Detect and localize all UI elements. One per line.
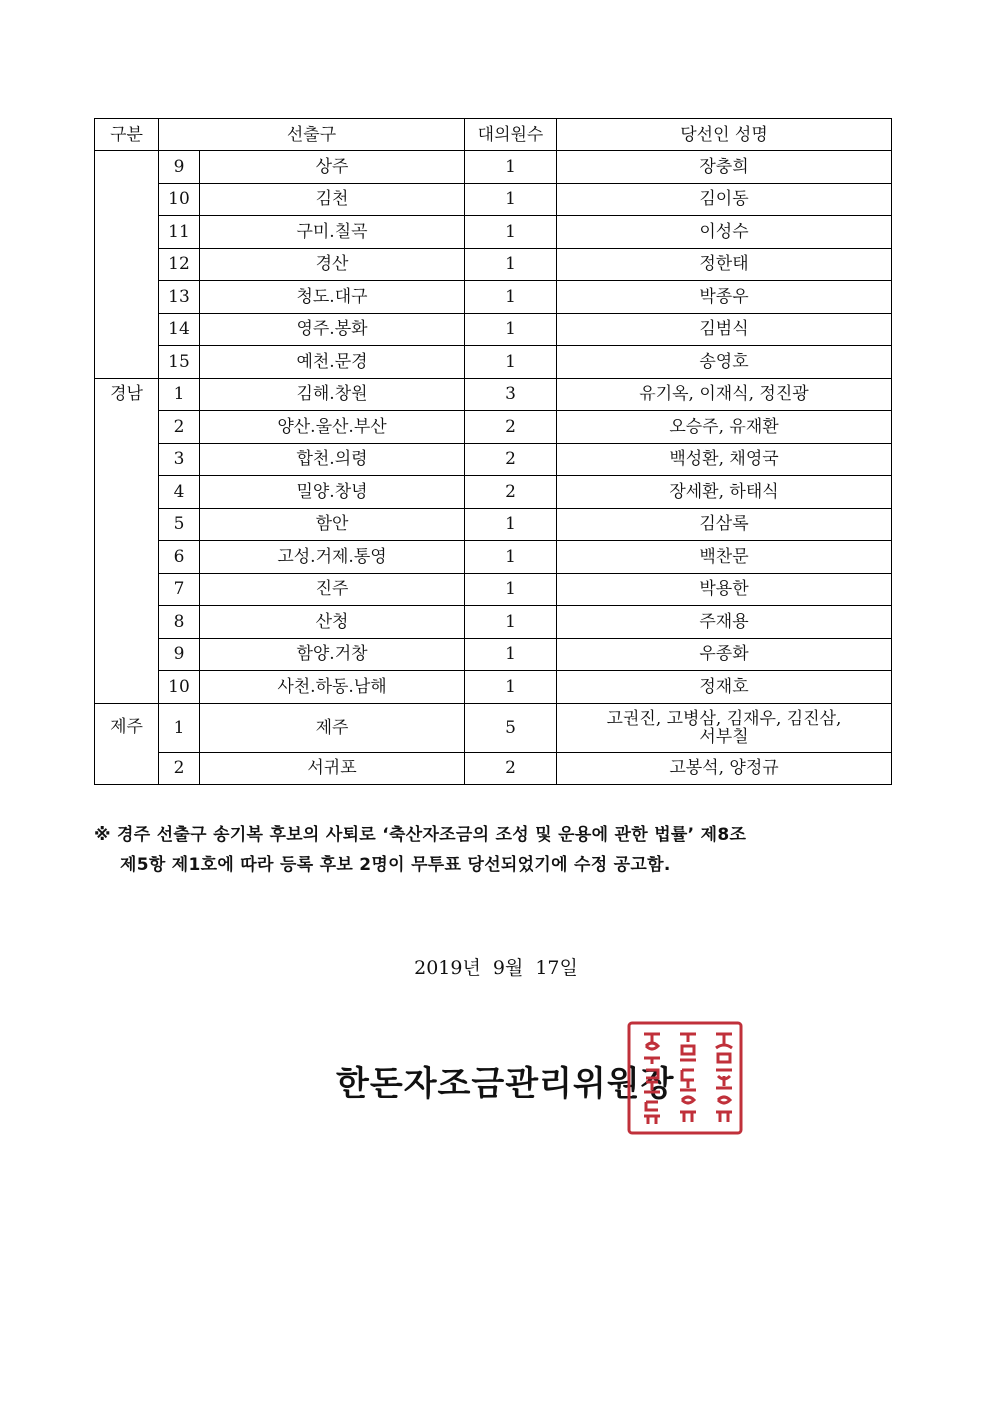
table-row bbox=[95, 638, 892, 671]
row-number: 10 bbox=[159, 183, 200, 216]
district-cell: 경산 bbox=[200, 248, 465, 281]
table-row bbox=[95, 248, 892, 281]
district-cell: 영주.봉화 bbox=[200, 313, 465, 346]
signatory-title: 한돈자조금관리위원장 bbox=[336, 1064, 675, 1104]
delegates-cell: 1 bbox=[465, 541, 557, 574]
elected-cell: 유기옥, 이재식, 정진광 bbox=[557, 378, 892, 411]
delegates-cell: 1 bbox=[465, 606, 557, 639]
region-cell-jeju: 제주 bbox=[95, 703, 159, 785]
elected-cell: 백찬문 bbox=[557, 541, 892, 574]
district-cell: 제주 bbox=[200, 703, 465, 752]
district-cell: 김천 bbox=[200, 183, 465, 216]
district-cell: 서귀포 bbox=[200, 752, 465, 785]
district-cell: 밀양.창녕 bbox=[200, 476, 465, 509]
row-number: 2 bbox=[159, 411, 200, 444]
district-cell: 산청 bbox=[200, 606, 465, 639]
table-row bbox=[95, 378, 892, 411]
row-number: 6 bbox=[159, 541, 200, 574]
row-number: 3 bbox=[159, 443, 200, 476]
row-number: 8 bbox=[159, 606, 200, 639]
elected-cell: 장세환, 하태식 bbox=[557, 476, 892, 509]
election-results-table bbox=[94, 118, 892, 785]
table-row bbox=[95, 216, 892, 249]
header-region: 구분 bbox=[95, 119, 159, 151]
elected-cell: 정재호 bbox=[557, 671, 892, 704]
note-line-2: 제5항 제1호에 따라 등록 후보 2명이 무투표 당선되었기에 수정 공고함. bbox=[120, 855, 671, 875]
delegates-cell: 1 bbox=[465, 346, 557, 379]
row-number: 7 bbox=[159, 573, 200, 606]
elected-cell: 우종화 bbox=[557, 638, 892, 671]
row-number: 13 bbox=[159, 281, 200, 314]
table-row bbox=[95, 606, 892, 639]
table-row bbox=[95, 346, 892, 379]
district-cell: 함양.거창 bbox=[200, 638, 465, 671]
delegates-cell: 1 bbox=[465, 151, 557, 184]
table-row bbox=[95, 703, 892, 752]
header-elected: 당선인 성명 bbox=[557, 119, 892, 151]
issue-date: 2019년 9월 17일 bbox=[414, 957, 578, 979]
table-header-row bbox=[95, 119, 892, 151]
amendment-note bbox=[94, 820, 904, 880]
table-row bbox=[95, 411, 892, 444]
district-cell: 청도.대구 bbox=[200, 281, 465, 314]
delegates-cell: 2 bbox=[465, 476, 557, 509]
elected-cell: 박종우 bbox=[557, 281, 892, 314]
row-number: 11 bbox=[159, 216, 200, 249]
district-cell: 김해.창원 bbox=[200, 378, 465, 411]
elected-cell: 박용한 bbox=[557, 573, 892, 606]
official-seal-icon bbox=[626, 1020, 744, 1136]
table-row bbox=[95, 541, 892, 574]
region-cell-gyeongnam: 경남 bbox=[95, 378, 159, 703]
delegates-cell: 1 bbox=[465, 671, 557, 704]
district-cell: 양산.울산.부산 bbox=[200, 411, 465, 444]
delegates-cell: 1 bbox=[465, 313, 557, 346]
table-row bbox=[95, 508, 892, 541]
delegates-cell: 5 bbox=[465, 703, 557, 752]
elected-cell: 장충희 bbox=[557, 151, 892, 184]
elected-cell: 김이동 bbox=[557, 183, 892, 216]
table-row bbox=[95, 476, 892, 509]
delegates-cell: 1 bbox=[465, 281, 557, 314]
delegates-cell: 2 bbox=[465, 443, 557, 476]
table-row bbox=[95, 313, 892, 346]
row-number: 4 bbox=[159, 476, 200, 509]
table-row bbox=[95, 281, 892, 314]
row-number: 10 bbox=[159, 671, 200, 704]
elected-cell: 이성수 bbox=[557, 216, 892, 249]
elected-cell: 정한태 bbox=[557, 248, 892, 281]
table-row bbox=[95, 752, 892, 785]
elected-cell: 김삼록 bbox=[557, 508, 892, 541]
delegates-cell: 1 bbox=[465, 216, 557, 249]
elected-cell: 고봉석, 양정규 bbox=[557, 752, 892, 785]
district-cell: 구미.칠곡 bbox=[200, 216, 465, 249]
header-delegates: 대의원수 bbox=[465, 119, 557, 151]
elected-cell: 오승주, 유재환 bbox=[557, 411, 892, 444]
district-cell: 상주 bbox=[200, 151, 465, 184]
region-cell bbox=[95, 151, 159, 379]
row-number: 1 bbox=[159, 703, 200, 752]
table-row bbox=[95, 671, 892, 704]
table-row bbox=[95, 573, 892, 606]
district-cell: 합천.의령 bbox=[200, 443, 465, 476]
delegates-cell: 1 bbox=[465, 248, 557, 281]
district-cell: 예천.문경 bbox=[200, 346, 465, 379]
header-district: 선출구 bbox=[159, 119, 465, 151]
district-cell: 함안 bbox=[200, 508, 465, 541]
district-cell: 고성.거제.통영 bbox=[200, 541, 465, 574]
elected-line-1: 고권진, 고병삼, 김재우, 김진삼, bbox=[606, 708, 842, 729]
delegates-cell: 1 bbox=[465, 508, 557, 541]
elected-cell: 백성환, 채영국 bbox=[557, 443, 892, 476]
elected-cell: 주재용 bbox=[557, 606, 892, 639]
delegates-cell: 1 bbox=[465, 638, 557, 671]
elected-line-2: 서부칠 bbox=[699, 726, 749, 747]
delegates-cell: 2 bbox=[465, 752, 557, 785]
row-number: 12 bbox=[159, 248, 200, 281]
elected-cell: 김범식 bbox=[557, 313, 892, 346]
elected-cell: 송영호 bbox=[557, 346, 892, 379]
row-number: 14 bbox=[159, 313, 200, 346]
row-number: 1 bbox=[159, 378, 200, 411]
table-row bbox=[95, 443, 892, 476]
delegates-cell: 2 bbox=[465, 411, 557, 444]
row-number: 9 bbox=[159, 638, 200, 671]
note-line-1: ※ 경주 선출구 송기복 후보의 사퇴로 ‘축산자조금의 조성 및 운용에 관한 법률’ 제8조 bbox=[94, 825, 747, 845]
table-row bbox=[95, 183, 892, 216]
elected-cell bbox=[557, 703, 892, 752]
row-number: 2 bbox=[159, 752, 200, 785]
delegates-cell: 1 bbox=[465, 183, 557, 216]
row-number: 9 bbox=[159, 151, 200, 184]
delegates-cell: 1 bbox=[465, 573, 557, 606]
table-row bbox=[95, 151, 892, 184]
district-cell: 진주 bbox=[200, 573, 465, 606]
row-number: 15 bbox=[159, 346, 200, 379]
district-cell: 사천.하동.남해 bbox=[200, 671, 465, 704]
row-number: 5 bbox=[159, 508, 200, 541]
delegates-cell: 3 bbox=[465, 378, 557, 411]
